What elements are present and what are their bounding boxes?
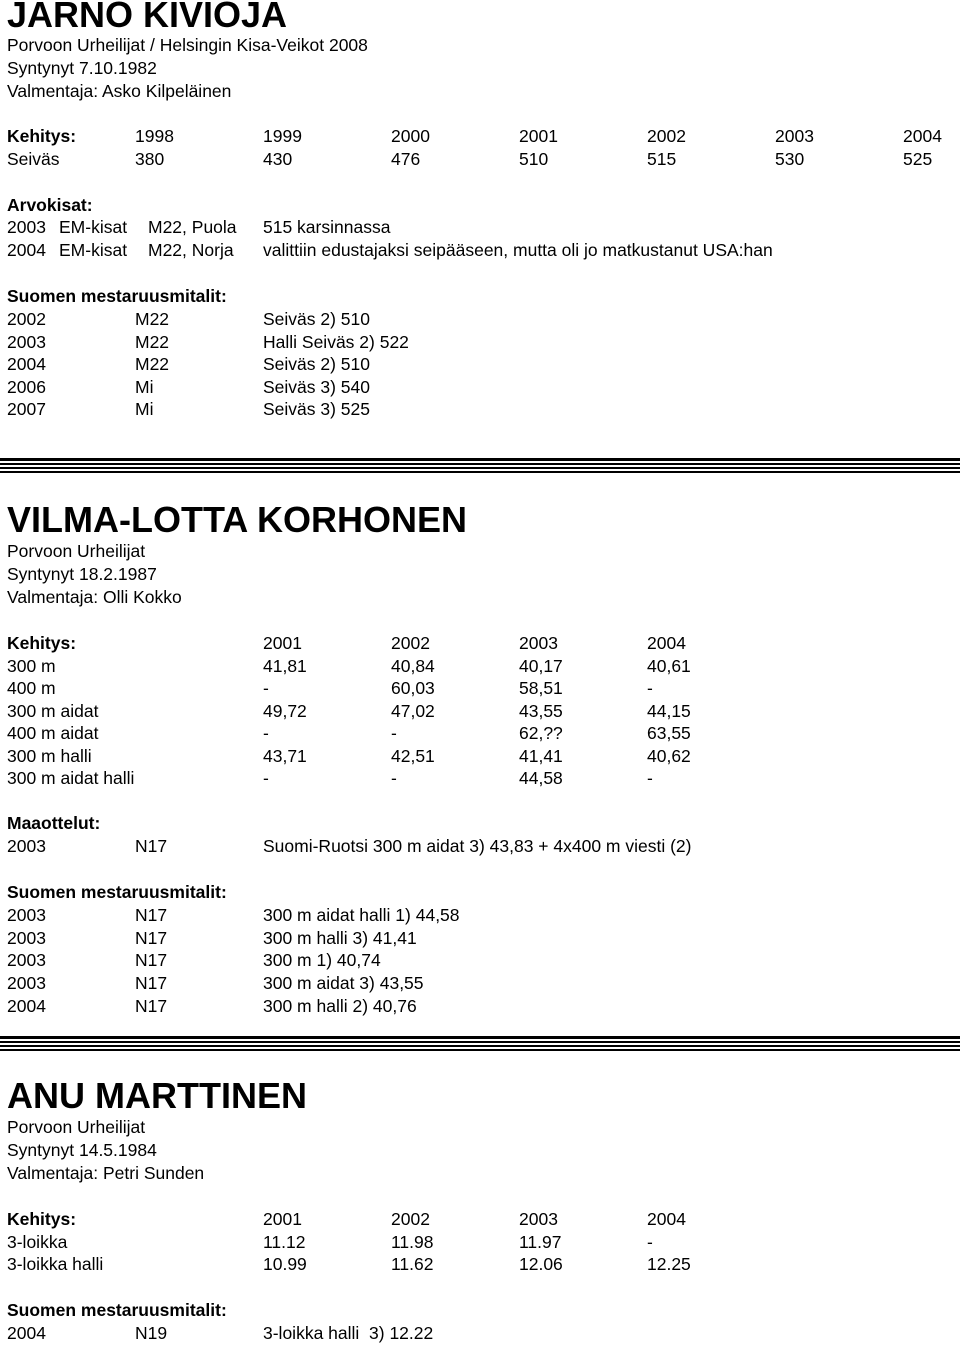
result-value: 430 [263,149,293,169]
result-value: 40,84 [391,656,435,676]
year-header: 2002 [391,1209,430,1229]
athlete-name: ANU MARTTINEN [7,1075,307,1116]
medal-year: 2003 [7,905,46,925]
medal-class: M22 [135,354,170,374]
result-value: 62,?? [519,723,563,743]
year-header: 2001 [263,633,302,653]
result-value: - [263,678,269,698]
development-row [7,745,727,767]
sm-medal-row [7,904,707,926]
medal-result: Seiväs 2) 510 [263,354,371,374]
development-label: Kehitys: [7,1209,77,1229]
result-value: - [263,768,269,788]
sm-medal-row [7,1322,707,1344]
event-name: 300 m [7,656,56,676]
development-header-row [7,632,727,654]
development-label: Kehitys: [7,126,77,146]
championship-year: 2004 [7,240,46,260]
championship-result: valittiin edustajaksi seipääseen, mutta oli jo matkustanut USA:han [263,240,773,260]
event-name: 300 m aidat halli [7,768,135,788]
development-header-row [7,1208,727,1230]
international-matches-label: Maaottelut: [7,813,101,833]
medal-year: 2004 [7,1323,46,1343]
event-name: 300 m halli [7,746,92,766]
year-header: 2000 [391,126,430,146]
medal-class: N17 [135,905,168,925]
medal-result: Seiväs 2) 510 [263,309,371,329]
sm-medals-label: Suomen mestaruusmitalit: [7,1300,227,1320]
medal-result: 3-loikka halli 3) 12.22 [263,1323,434,1343]
medal-year: 2004 [7,996,46,1016]
sm-medal-row [7,927,707,949]
athlete-born: Syntynyt 18.2.1987 [7,564,157,584]
medal-class: N19 [135,1323,168,1343]
medal-class: Mi [135,377,154,397]
championship-result: 515 karsinnassa [263,217,391,237]
result-value: 12.06 [519,1254,563,1274]
sm-medal-row [7,353,707,375]
development-header-row [7,125,952,147]
event-name: 400 m aidat [7,723,99,743]
result-value: 47,02 [391,701,435,721]
medal-class: N17 [135,973,168,993]
event-name: 3-loikka halli [7,1254,104,1274]
result-value: 43,71 [263,746,307,766]
result-value: 40,62 [647,746,691,766]
result-value: - [263,723,269,743]
year-header: 2003 [519,1209,558,1229]
athlete-coach: Valmentaja: Olli Kokko [7,587,182,607]
result-value: 41,41 [519,746,563,766]
result-value: 11.98 [391,1232,434,1252]
result-value: 40,17 [519,656,563,676]
year-header: 1999 [263,126,302,146]
year-header: 2003 [775,126,814,146]
result-value: 515 [647,149,677,169]
medal-class: M22 [135,309,170,329]
championships-label: Arvokisat: [7,195,93,215]
medal-result: 300 m 1) 40,74 [263,950,381,970]
year-header: 2003 [519,633,558,653]
result-value: 63,55 [647,723,691,743]
development-row [7,700,727,722]
sm-medals-label: Suomen mestaruusmitalit: [7,882,227,902]
international-match-row [7,835,952,857]
medal-class: N17 [135,928,168,948]
championship-row [7,216,952,238]
development-row [7,722,727,744]
medal-year: 2003 [7,973,46,993]
development-row [7,767,727,789]
sm-medal-row [7,949,707,971]
athlete-name: JARNO KIVIOJA [7,0,288,35]
result-value: 58,51 [519,678,563,698]
development-row [7,148,952,170]
result-value: 10.99 [263,1254,307,1274]
development-row [7,677,727,699]
medal-result: 300 m aidat 3) 43,55 [263,973,424,993]
section-divider [0,458,960,475]
result-value: - [647,768,653,788]
medal-class: N17 [135,950,168,970]
championship-event: EM-kisat [59,240,128,260]
event-name: 400 m [7,678,56,698]
year-header: 2004 [903,126,942,146]
sm-medal-row [7,398,707,420]
result-value: 41,81 [263,656,307,676]
result-value: - [647,678,653,698]
event-name: 3-loikka [7,1232,68,1252]
athlete-born: Syntynyt 7.10.1982 [7,58,157,78]
medal-result: 300 m halli 3) 41,41 [263,928,417,948]
result-value: 530 [775,149,805,169]
match-class: N17 [135,836,168,856]
result-value: 11.62 [391,1254,434,1274]
result-value: 12.25 [647,1254,691,1274]
sm-medal-row [7,995,707,1017]
championship-class: M22, Puola [148,217,237,237]
championship-year: 2003 [7,217,46,237]
development-label: Kehitys: [7,633,77,653]
year-header: 1998 [135,126,174,146]
medal-class: Mi [135,399,154,419]
year-header: 2002 [391,633,430,653]
medal-result: 300 m aidat halli 1) 44,58 [263,905,460,925]
medal-result: 300 m halli 2) 40,76 [263,996,417,1016]
development-row [7,1231,727,1253]
sm-medal-row [7,972,707,994]
medal-year: 2003 [7,332,46,352]
section-divider [0,1036,960,1053]
result-value: 44,15 [647,701,691,721]
result-value: 380 [135,149,165,169]
development-row [7,655,727,677]
athlete-coach: Valmentaja: Petri Sunden [7,1163,205,1183]
result-value: 44,58 [519,768,563,788]
athlete-name: VILMA-LOTTA KORHONEN [7,499,467,540]
result-value: 510 [519,149,549,169]
athlete-club: Porvoon Urheilijat / Helsingin Kisa-Veikot 2008 [7,35,368,55]
result-value: 11.12 [263,1232,306,1252]
athlete-club: Porvoon Urheilijat [7,541,146,561]
result-value: 60,03 [391,678,435,698]
result-value: 49,72 [263,701,307,721]
medal-year: 2002 [7,309,46,329]
year-header: 2001 [519,126,558,146]
result-value: 525 [903,149,933,169]
medal-class: M22 [135,332,170,352]
athlete-born: Syntynyt 14.5.1984 [7,1140,157,1160]
medal-class: N17 [135,996,168,1016]
event-name: Seiväs [7,149,60,169]
medal-year: 2003 [7,950,46,970]
result-value: 11.97 [519,1232,562,1252]
sm-medal-row [7,308,707,330]
athlete-club: Porvoon Urheilijat [7,1117,146,1137]
championship-event: EM-kisat [59,217,128,237]
medal-result: Seiväs 3) 525 [263,399,371,419]
athlete-coach: Valmentaja: Asko Kilpeläinen [7,81,232,101]
year-header: 2002 [647,126,686,146]
development-row [7,1253,727,1275]
year-header: 2001 [263,1209,302,1229]
result-value: - [391,768,397,788]
result-value: 43,55 [519,701,563,721]
result-value: - [391,723,397,743]
result-value: 40,61 [647,656,691,676]
year-header: 2004 [647,633,686,653]
match-year: 2003 [7,836,46,856]
medal-result: Halli Seiväs 2) 522 [263,332,409,352]
year-header: 2004 [647,1209,686,1229]
medal-year: 2006 [7,377,46,397]
championship-class: M22, Norja [148,240,234,260]
medal-year: 2003 [7,928,46,948]
medal-year: 2004 [7,354,46,374]
result-value: - [647,1232,653,1252]
result-value: 476 [391,149,421,169]
event-name: 300 m aidat [7,701,99,721]
sm-medal-row [7,376,707,398]
sm-medal-row [7,331,707,353]
match-result: Suomi-Ruotsi 300 m aidat 3) 43,83 + 4x400 m viesti (2) [263,836,692,856]
championship-row [7,239,952,261]
medal-result: Seiväs 3) 540 [263,377,371,397]
medal-year: 2007 [7,399,46,419]
sm-medals-label: Suomen mestaruusmitalit: [7,286,227,306]
result-value: 42,51 [391,746,435,766]
